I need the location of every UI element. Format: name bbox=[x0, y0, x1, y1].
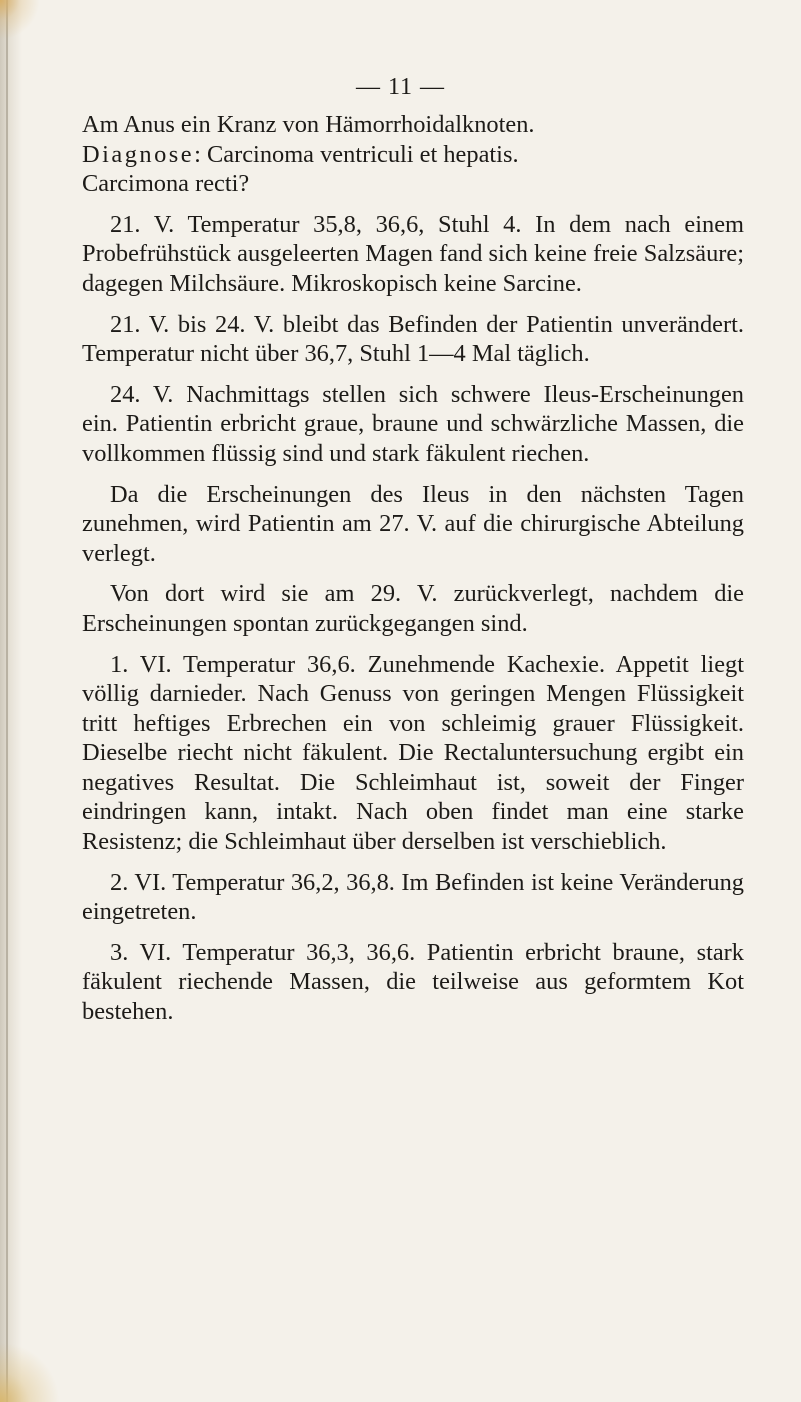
paragraph-entry-21-v: 21. V. Temperatur 35,8, 36,6, Stuhl 4. In dem nach einem Probefrühstück ausgeleerten Magen fand sich keine freie Salzsäure; dagegen Milchsäure. Mikroskopisch keine Sarcine. bbox=[82, 210, 744, 297]
paragraph-return-29-v: Von dort wird sie am 29. V. zurückverlegt, nachdem die Erscheinungen spontan zurückgegangen sind. bbox=[82, 580, 744, 637]
diagnosis-label: Diagnose bbox=[82, 140, 195, 168]
paragraph-anus-finding: Am Anus ein Kranz von Hämorrhoidalknoten. bbox=[82, 111, 535, 138]
diagnosis-text: : Carcinoma ventriculi et hepatis. bbox=[194, 140, 519, 168]
paper-stain-bottom bbox=[0, 1342, 60, 1402]
paragraph-carcinoma-recti: Carcimona recti? bbox=[82, 170, 250, 198]
paragraph-ileus-transfer: Da die Erscheinungen des Ileus in den nächsten Tagen zunehmen, wird Patientin am 27. V. auf die chirurgische Abteilung verlegt. bbox=[82, 480, 744, 567]
page-number: — 11 — bbox=[355, 74, 446, 100]
paragraph-entry-3-vi: 3. VI. Temperatur 36,3, 36,6. Patientin erbricht braune, stark fäkulent riechende Massen, die teilweise aus geformtem Kot bestehen. bbox=[82, 938, 744, 1026]
page-binding-edge bbox=[6, 0, 8, 1402]
paragraph-entry-21-24-v: 21. V. bis 24. V. bleibt das Befinden der Patientin unverändert. Temperatur nicht über 36,7, Stuhl 1—4 Mal täglich. bbox=[82, 310, 744, 368]
paragraph-diagnosis bbox=[82, 140, 744, 170]
paragraph-entry-24-v: 24. V. Nachmittags stellen sich schwere Ileus-Erscheinungen ein. Patientin erbricht graue, braune und schwärzliche Massen, die vollkommen flüssig sind und stark fäkulent riechen. bbox=[82, 380, 744, 467]
document-body bbox=[82, 110, 744, 1027]
paper-stain-top bbox=[0, 0, 40, 40]
page-edge-shadow bbox=[0, 0, 22, 1402]
paragraph-entry-1-vi: 1. VI. Temperatur 36,6. Zunehmende Kachexie. Appetit liegt völlig darnieder. Nach Genuss von geringen Mengen Flüssigkeit tritt heftiges Erbrechen ein von schleimig grauer Flüssigkeit. Dieselbe riecht nicht fäkulent. Die Rectaluntersuchung ergibt ein negatives Resultat. Die Schleimhaut ist, soweit der Finger eindringen kann, intakt. Nach oben findet man eine starke Resistenz; die Schleimhaut über derselben ist verschieblich. bbox=[82, 650, 744, 856]
paragraph-entry-2-vi: 2. VI. Temperatur 36,2, 36,8. Im Befinden ist keine Veränderung eingetreten. bbox=[82, 868, 744, 926]
